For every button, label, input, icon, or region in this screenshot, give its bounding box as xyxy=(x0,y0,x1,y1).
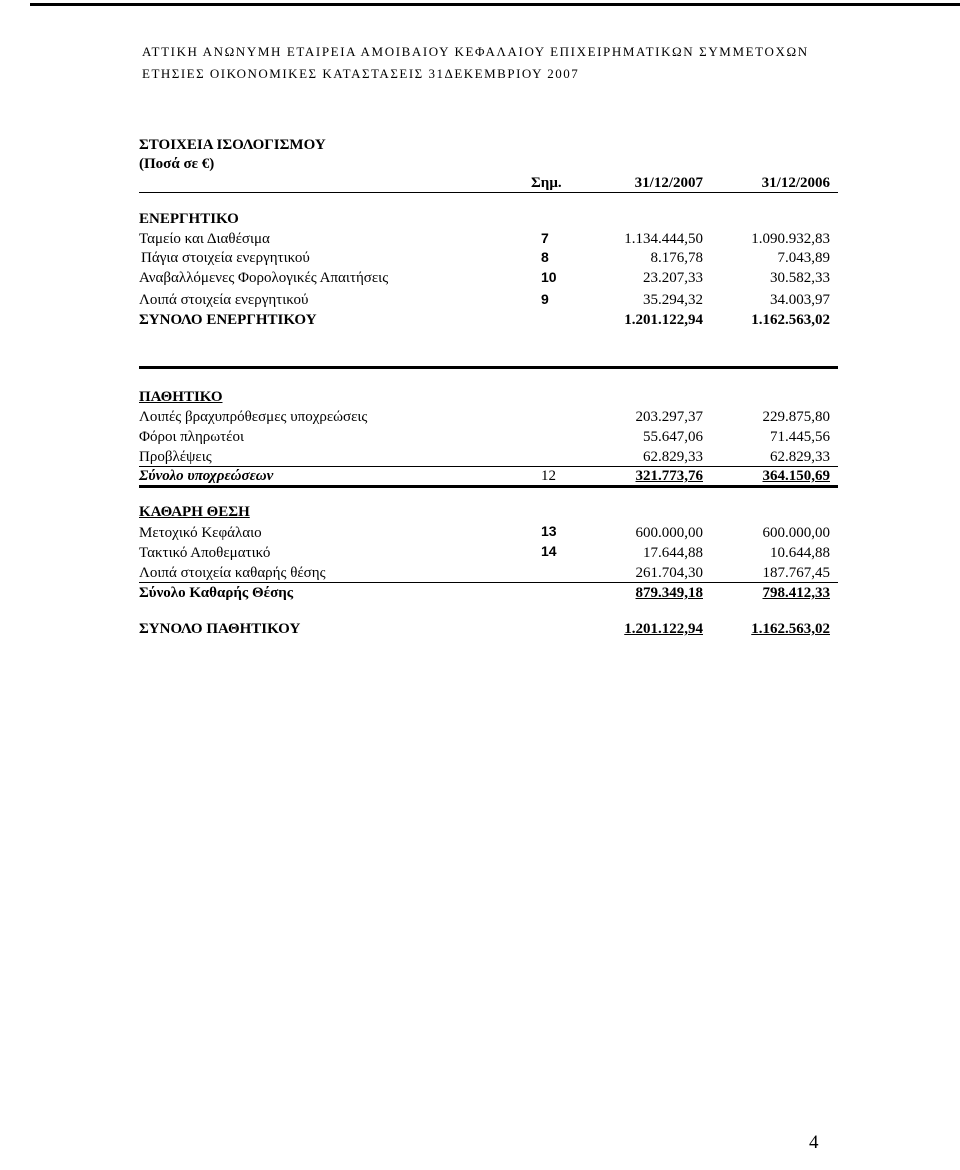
assets-row-2006: 34.003,97 xyxy=(770,292,830,308)
equity-row-label: Τακτικό Αποθεματικό xyxy=(139,545,271,561)
assets-row-2006: 30.582,33 xyxy=(770,270,830,286)
liabilities-row-label: Φόροι πληρωτέοι xyxy=(139,429,245,445)
col-2006-header: 31/12/2006 xyxy=(761,175,830,191)
equity-row-2006: 600.000,00 xyxy=(762,525,830,541)
equity-subtotal-rule xyxy=(139,582,838,583)
currency-note: (Ποσά σε €) xyxy=(139,156,215,172)
equity-total-label: Σύνολο Καθαρής Θέσης xyxy=(139,585,294,601)
assets-total-label: ΣΥΝΟΛΟ ΕΝΕΡΓΗΤΙΚΟΥ xyxy=(139,312,317,328)
top-border-rule xyxy=(30,3,960,6)
liabilities-total-2007: 321.773,76 xyxy=(635,468,703,484)
grand-total-label: ΣΥΝΟΛΟ ΠΑΘΗΤΙΚΟΥ xyxy=(139,621,301,637)
liabilities-total-2006: 364.150,69 xyxy=(762,468,830,484)
equity-row-label: Μετοχικό Κεφάλαιο xyxy=(139,525,262,541)
assets-row-label: Πάγια στοιχεία ενεργητικού xyxy=(141,250,310,266)
assets-heading: ΕΝΕΡΓΗΤΙΚΟ xyxy=(139,211,239,227)
grand-total-2006: 1.162.563,02 xyxy=(751,621,830,637)
col-2007-header: 31/12/2007 xyxy=(634,175,703,191)
equity-total-2007: 879.349,18 xyxy=(635,585,703,601)
equity-heading: ΚΑΘΑΡΗ ΘΕΣΗ xyxy=(139,504,250,520)
equity-row-label: Λοιπά στοιχεία καθαρής θέσης xyxy=(139,565,326,581)
assets-total-2007: 1.201.122,94 xyxy=(624,312,703,328)
assets-row-note: 7 xyxy=(541,230,549,246)
equity-row-2007: 17.644,88 xyxy=(643,545,703,561)
balance-sheet-title: ΣΤΟΙΧΕΙΑ ΙΣΟΛΟΓΙΣΜΟΥ xyxy=(139,137,326,153)
section-divider xyxy=(139,366,838,369)
liabilities-row-2007: 55.647,06 xyxy=(643,429,703,445)
assets-row-2006: 1.090.932,83 xyxy=(751,231,830,247)
header-rule xyxy=(139,192,838,193)
assets-row-label: Ταμείο και Διαθέσιμα xyxy=(139,231,270,247)
liabilities-total-rule xyxy=(139,485,838,488)
company-name: ΑΤΤΙΚΗ ΑΝΩΝΥΜΗ ΕΤΑΙΡΕΙΑ ΑΜΟΙΒΑΙΟΥ ΚΕΦΑΛΑΙΟΥ ΕΠΙΧΕΙΡΗΜΑΤΙΚΩΝ ΣΥΜΜΕΤΟΧΩΝ xyxy=(142,44,809,59)
liabilities-total-label: Σύνολο υποχρεώσεων xyxy=(139,468,274,484)
assets-row-label: Αναβαλλόμενες Φορολογικές Απαιτήσεις xyxy=(139,270,389,286)
liabilities-row-2006: 71.445,56 xyxy=(770,429,830,445)
report-subtitle: ΕΤΗΣΙΕΣ ΟΙΚΟΝΟΜΙΚΕΣ ΚΑΤΑΣΤΑΣΕΙΣ 31ΔΕΚΕΜΒΡΙΟΥ 2007 xyxy=(142,66,580,81)
grand-total-2007: 1.201.122,94 xyxy=(624,621,703,637)
equity-row-note: 13 xyxy=(541,523,557,539)
assets-row-2006: 7.043,89 xyxy=(777,250,830,266)
liabilities-row-label: Προβλέψεις xyxy=(139,449,212,465)
liabilities-row-2006: 229.875,80 xyxy=(762,409,830,425)
liabilities-row-2006: 62.829,33 xyxy=(770,449,830,465)
equity-row-2007: 600.000,00 xyxy=(635,525,703,541)
equity-row-2006: 187.767,45 xyxy=(762,565,830,581)
assets-row-note: 8 xyxy=(541,249,549,265)
liabilities-row-2007: 203.297,37 xyxy=(635,409,703,425)
equity-total-2006: 798.412,33 xyxy=(762,585,830,601)
assets-total-2006: 1.162.563,02 xyxy=(751,312,830,328)
assets-row-label: Λοιπά στοιχεία ενεργητικού xyxy=(139,292,309,308)
liabilities-heading: ΠΑΘΗΤΙΚΟ xyxy=(139,389,223,405)
assets-row-note: 9 xyxy=(541,291,549,307)
assets-row-2007: 23.207,33 xyxy=(643,270,703,286)
col-note-header: Σημ. xyxy=(531,175,562,191)
equity-row-2007: 261.704,30 xyxy=(635,565,703,581)
equity-row-2006: 10.644,88 xyxy=(770,545,830,561)
assets-row-2007: 35.294,32 xyxy=(643,292,703,308)
assets-row-2007: 8.176,78 xyxy=(650,250,703,266)
liabilities-total-note: 12 xyxy=(541,468,556,484)
equity-row-note: 14 xyxy=(541,543,557,559)
liabilities-row-label: Λοιπές βραχυπρόθεσμες υποχρεώσεις xyxy=(139,409,368,425)
assets-row-2007: 1.134.444,50 xyxy=(624,231,703,247)
page-number: 4 xyxy=(809,1132,819,1153)
assets-row-note: 10 xyxy=(541,269,557,285)
liabilities-row-2007: 62.829,33 xyxy=(643,449,703,465)
